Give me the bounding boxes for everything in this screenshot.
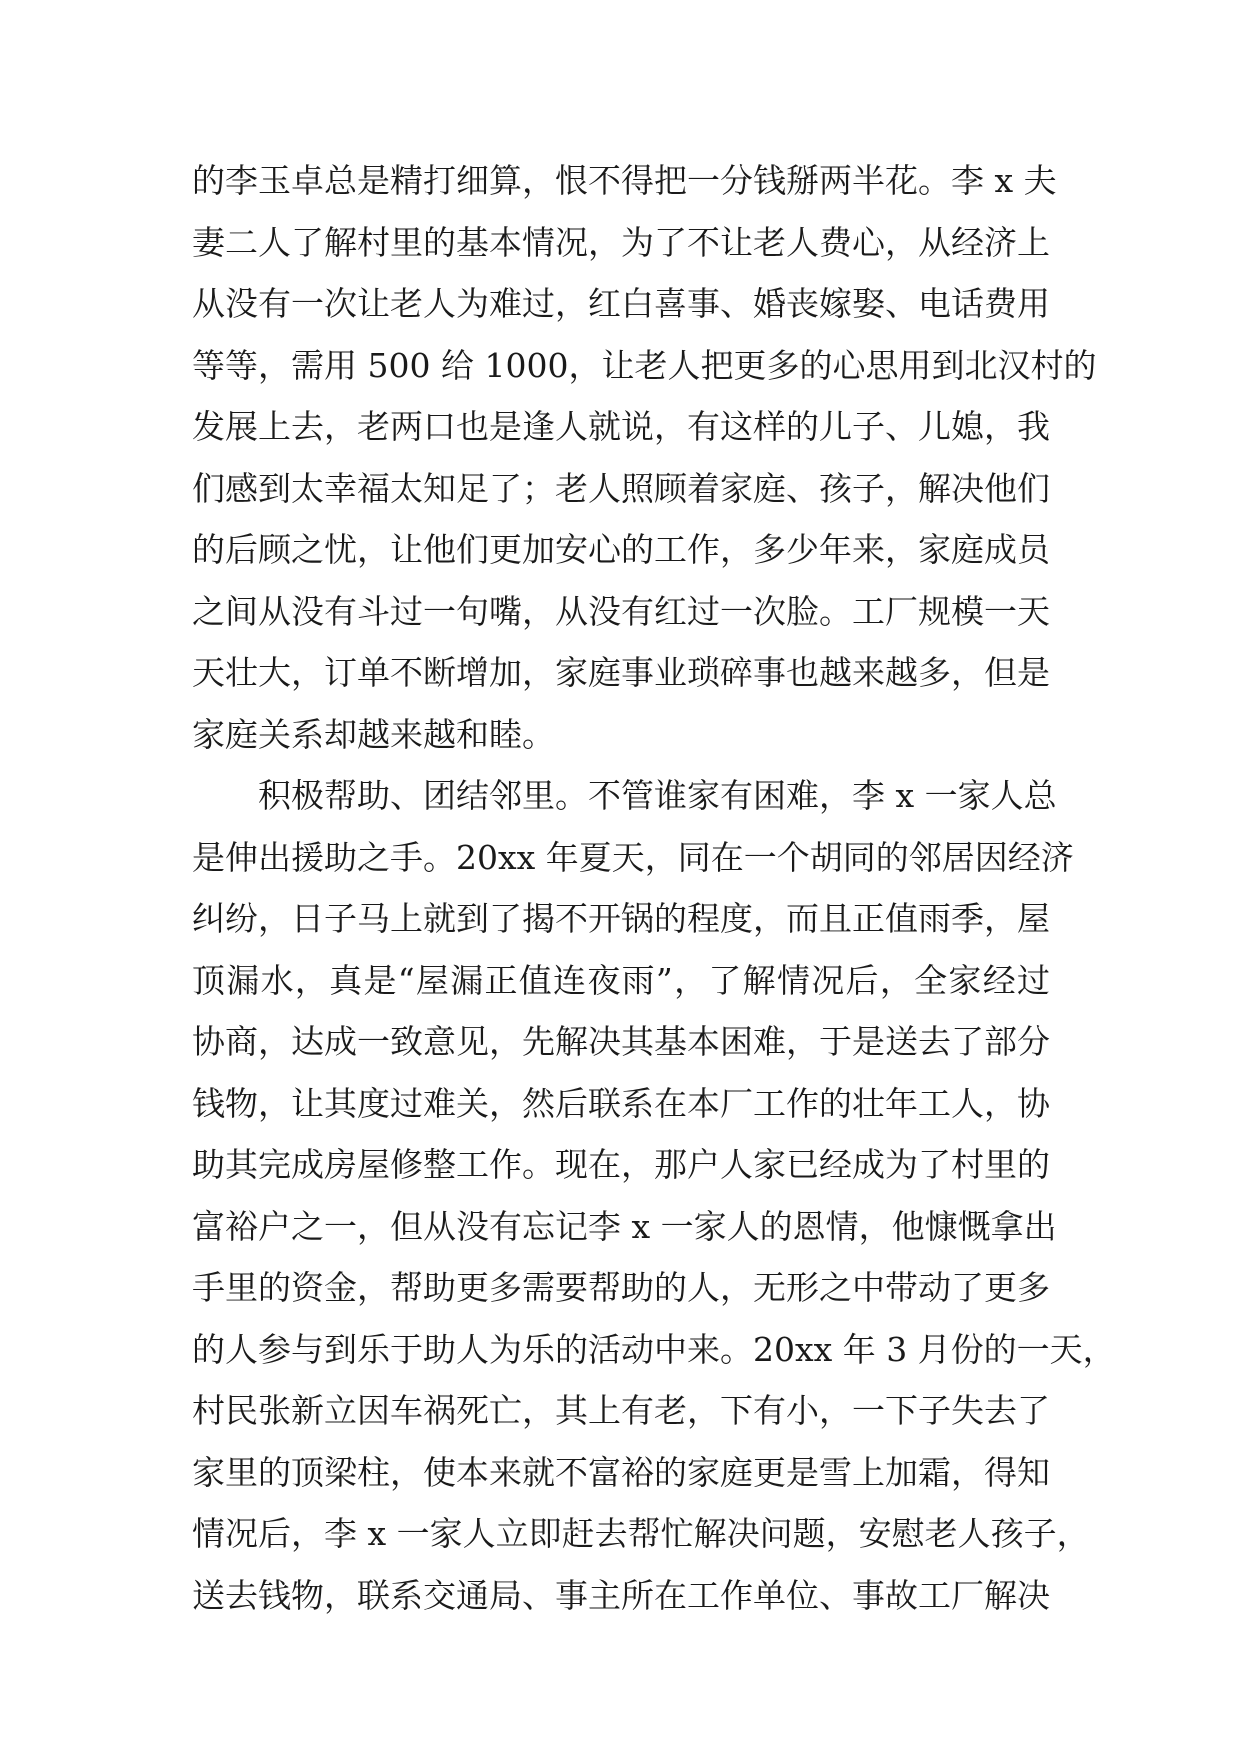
text-line: 钱物，让其度过难关，然后联系在本厂工作的壮年工人，协	[192, 1083, 1050, 1123]
text-line: 的后顾之忧，让他们更加安心的工作，多少年来，家庭成员	[192, 530, 1050, 569]
text-line: 的人参与到乐于助人为乐的活动中来。20xx 年 3 月份的一天，	[192, 1329, 1116, 1369]
text-line: 之间从没有斗过一句嘴，从没有红过一次脸。工厂规模一天	[192, 591, 1050, 631]
text-line: 发展上去，老两口也是逢人就说，有这样的儿子、儿媳，我	[192, 407, 1050, 446]
text-line: 助其完成房屋修整工作。现在，那户人家已经成为了村里的	[192, 1145, 1050, 1184]
text-line: 送去钱物，联系交通局、事主所在工作单位、事故工厂解决	[192, 1575, 1050, 1615]
text-line: 顶漏水，真是“屋漏正值连夜雨”，了解情况后，全家经过	[192, 960, 1050, 1000]
text-line: 手里的资金，帮助更多需要帮助的人，无形之中带动了更多	[192, 1268, 1050, 1307]
text-line: 村民张新立因车祸死亡，其上有老，下有小，一下子失去了	[192, 1391, 1050, 1430]
text-line: 协商，达成一致意见，先解决其基本困难，于是送去了部分	[192, 1022, 1050, 1061]
text-line: 们感到太幸福太知足了；老人照顾着家庭、孩子，解决他们	[192, 468, 1050, 508]
text-line: 富裕户之一，但从没有忘记李 x 一家人的恩情，他慷慨拿出	[192, 1206, 1057, 1246]
body-text	[192, 150, 1116, 1626]
text-line: 妻二人了解村里的基本情况，为了不让老人费心，从经济上	[192, 222, 1050, 262]
paragraph-start-line: 积极帮助、团结邻里。不管谁家有困难，李 x 一家人总	[258, 776, 1057, 815]
text-line: 是伸出援助之手。20xx 年夏天，同在一个胡同的邻居因经济	[192, 837, 1074, 877]
text-line: 天壮大，订单不断增加，家庭事业琐碎事也越来越多，但是	[192, 653, 1050, 692]
text-line: 纠纷，日子马上就到了揭不开锅的程度，而且正值雨季，屋	[192, 899, 1050, 938]
text-line: 家里的顶梁柱，使本来就不富裕的家庭更是雪上加霜，得知	[192, 1452, 1050, 1492]
text-line: 的李玉卓总是精打细算，恨不得把一分钱掰两半花。李 x 夫	[192, 161, 1057, 200]
text-line: 等等，需用 500 给 1000，让老人把更多的心思用到北汉村的	[192, 345, 1097, 385]
paragraph-end-line: 家庭关系却越来越和睦。	[192, 714, 555, 754]
text-line: 情况后，李 x 一家人立即赶去帮忙解决问题，安慰老人孩子，	[192, 1514, 1090, 1553]
text-line: 从没有一次让老人为难过，红白喜事、婚丧嫁娶、电话费用	[192, 284, 1050, 323]
